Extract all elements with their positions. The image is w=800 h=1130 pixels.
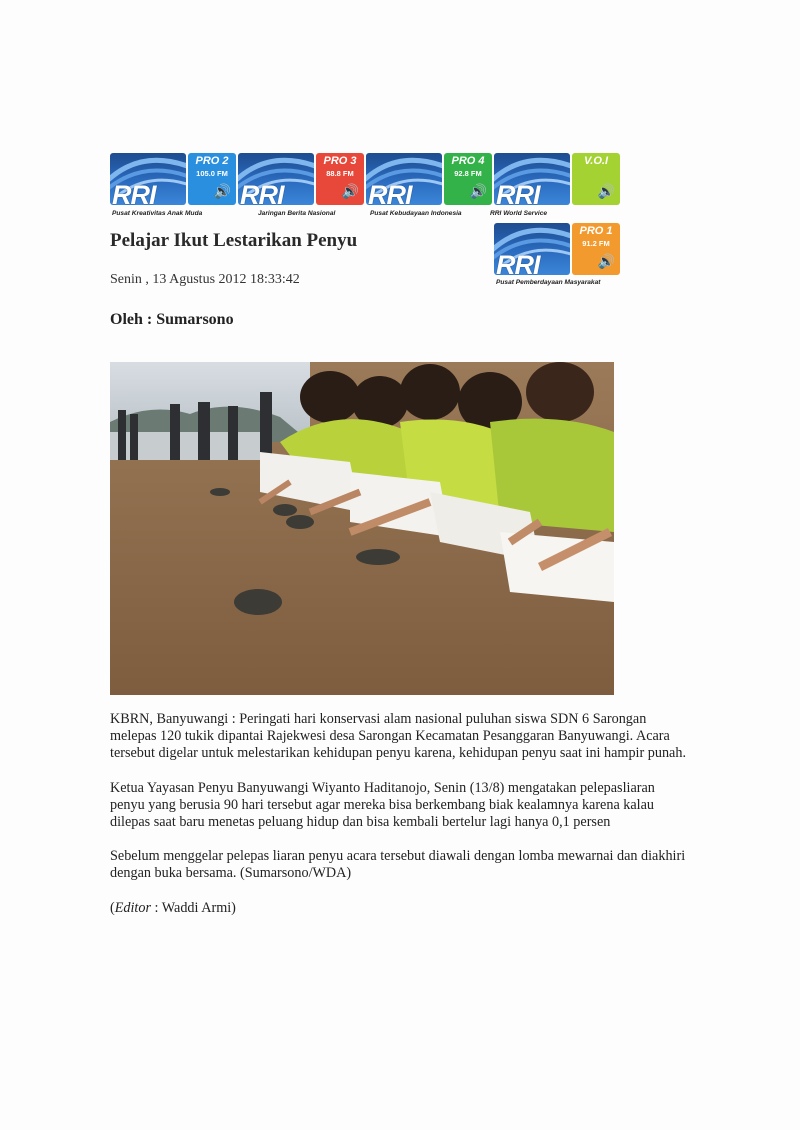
editor-label: Editor [114, 899, 151, 916]
article-paragraph: KBRN, Banyuwangi : Peringati hari konservasi alam nasional puluhan siswa SDN 6 Sarongan melepas 120 tukik dipantai Rajekwesi desa Sarongan Kecamatan Pesanggaran Banyuwangi. Acara tersebut digelar untuk melestarikan kehidupan penyu karena, kehidupan penyu saat ini hampir punah. [110, 711, 686, 762]
article-author: Oleh : Sumarsono [110, 311, 234, 328]
article-paragraph: Sebelum menggelar pelepas liaran penyu acara tersebut diawali dengan lomba mewarnai dan diakhiri dengan buka bersama. (Sumarsono/WDA) [110, 848, 686, 882]
logo-caption: RRI World Service [490, 210, 548, 217]
article-editor [110, 900, 690, 917]
pro2-frequency-badge [188, 153, 236, 205]
speaker-icon: 🔊 [341, 184, 359, 200]
article-date: Senin , 13 Agustus 2012 18:33:42 [110, 272, 300, 287]
channel-frequency: 88.8 FM [326, 169, 354, 178]
rri-emblem-icon [238, 153, 314, 205]
pro4-frequency-badge [444, 153, 492, 205]
speaker-icon: 🔊 [597, 254, 615, 270]
channel-name: PRO 1 [579, 225, 613, 237]
channel-name: PRO 3 [323, 155, 357, 167]
channel-frequency: 105.0 FM [196, 169, 228, 178]
speaker-icon: 🔊 [213, 184, 231, 200]
rri-brand-text: RRI [240, 180, 284, 205]
rri-brand-text: RRI [112, 180, 156, 205]
article-body [110, 711, 690, 934]
editor-name: : Waddi Armi) [151, 899, 236, 916]
speaker-icon: 🔊 [469, 184, 487, 200]
rri-pro1-logo [494, 223, 620, 293]
rri-brand-text: RRI [496, 180, 540, 205]
logo-caption: Jaringan Berita Nasional [258, 210, 336, 217]
channel-frequency: 91.2 FM [582, 239, 610, 248]
logo-caption: Pusat Kebudayaan Indonesia [370, 210, 462, 217]
rri-emblem-icon [494, 223, 570, 275]
article-title: Pelajar Ikut Lestarikan Penyu [110, 230, 358, 251]
rri-voi-logo [490, 153, 620, 223]
logo-caption: Pusat Pemberdayaan Masyarakat [496, 279, 601, 286]
rri-emblem-icon [110, 153, 186, 205]
voi-badge [572, 153, 620, 205]
article-paragraph: Ketua Yayasan Penyu Banyuwangi Wiyanto Haditanojo, Senin (13/8) mengatakan pelepasliaran penyu yang berusia 90 hari tersebut agar mereka bisa berkembang biak kealamnya karena kalau dilepas saat baru menetas peluang hidup dan bisa kembali bertelur lagi hanya 0,1 persen [110, 779, 655, 831]
pro3-frequency-badge [316, 153, 364, 205]
speaker-icon: 🔊 [597, 184, 615, 200]
channel-name: PRO 2 [195, 155, 229, 167]
beach-turtle-release-photo [110, 362, 614, 695]
rri-emblem-icon [494, 153, 570, 205]
logo-caption: Pusat Kreativitas Anak Muda [112, 210, 203, 217]
rri-pro4-logo [366, 153, 492, 223]
rri-emblem-icon [366, 153, 442, 205]
channel-frequency: 92.8 FM [454, 169, 482, 178]
rri-pro3-logo [238, 153, 364, 223]
rri-brand-text: RRI [368, 180, 412, 205]
channel-name: PRO 4 [451, 155, 485, 167]
rri-pro2-logo [110, 153, 236, 223]
editor-open-paren: ( [110, 899, 115, 916]
pro1-frequency-badge [572, 223, 620, 275]
channel-name: V.O.I [583, 155, 609, 167]
rri-brand-text: RRI [496, 250, 540, 275]
